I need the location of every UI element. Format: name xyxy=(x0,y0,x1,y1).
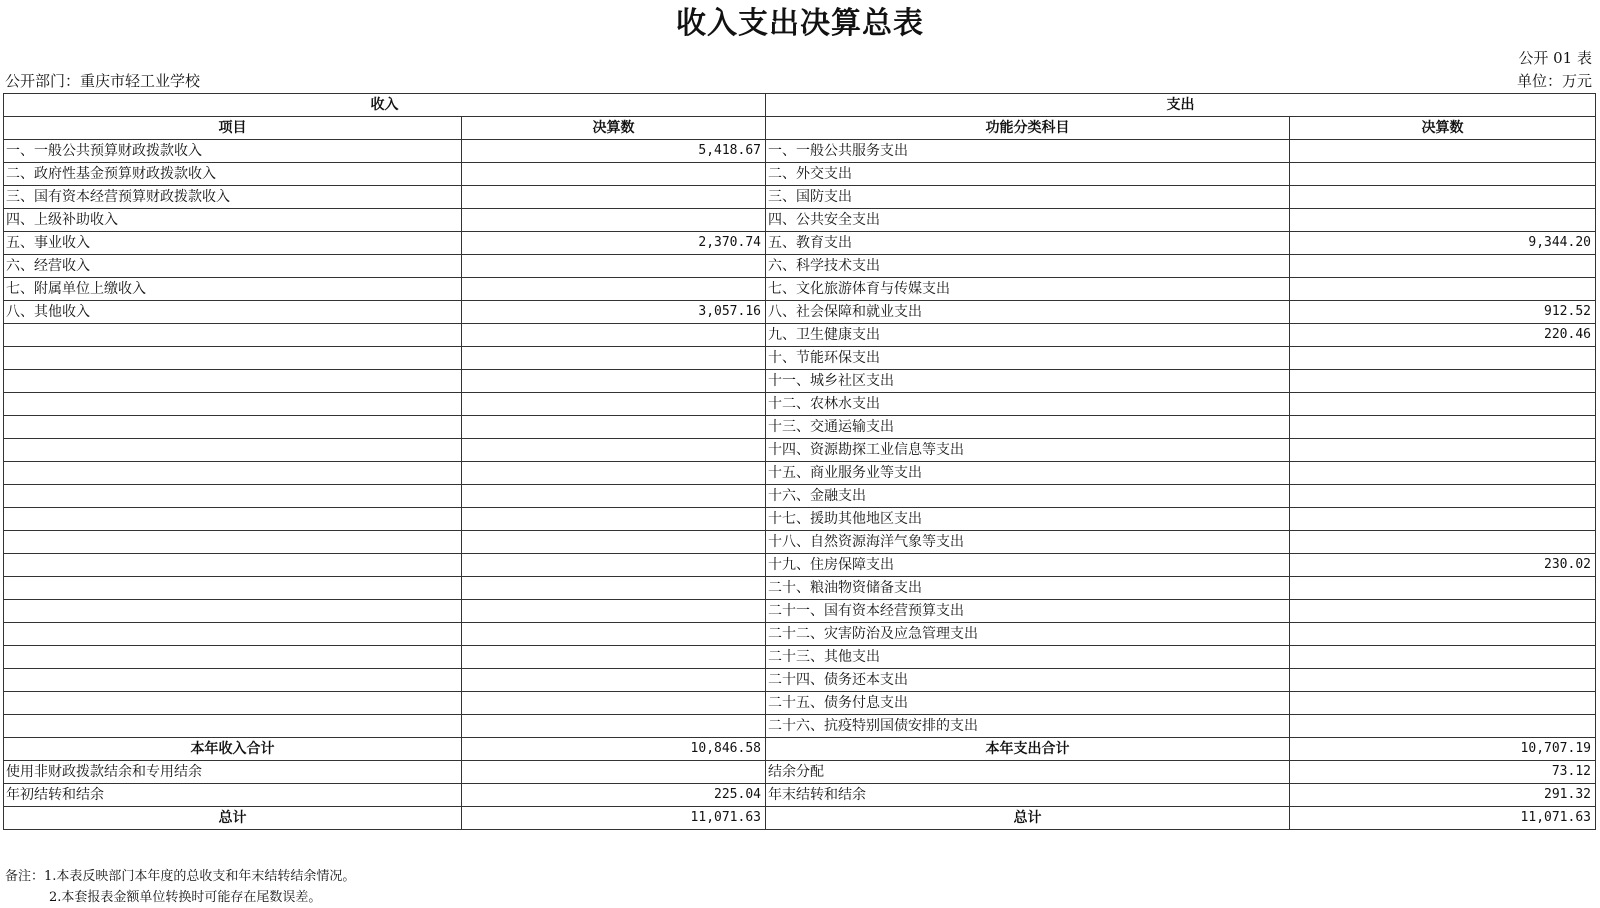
table-row xyxy=(4,692,1596,715)
budget-table xyxy=(3,93,1596,830)
expense-amount-cell xyxy=(1290,209,1596,232)
year-expense-total-value: 10,707.19 xyxy=(1290,738,1596,761)
income-item-header: 项目 xyxy=(4,117,462,140)
expense-item-cell: 三、国防支出 xyxy=(766,186,1290,209)
expense-item-cell: 二十一、国有资本经营预算支出 xyxy=(766,600,1290,623)
surplus-allocation-value: 73.12 xyxy=(1290,761,1596,784)
income-amount-cell xyxy=(462,462,766,485)
income-amount-cell xyxy=(462,508,766,531)
end-carryover-value: 291.32 xyxy=(1290,784,1596,807)
nonfiscal-row xyxy=(4,761,1596,784)
table-row xyxy=(4,209,1596,232)
expense-amount-cell xyxy=(1290,692,1596,715)
expense-amount-cell xyxy=(1290,393,1596,416)
expense-item-cell: 四、公共安全支出 xyxy=(766,209,1290,232)
expense-item-cell: 十六、金融支出 xyxy=(766,485,1290,508)
income-amount-cell xyxy=(462,347,766,370)
table-row xyxy=(4,416,1596,439)
expense-item-cell: 二十六、抗疫特别国债安排的支出 xyxy=(766,715,1290,738)
expense-amount-cell xyxy=(1290,186,1596,209)
table-row xyxy=(4,163,1596,186)
table-row xyxy=(4,255,1596,278)
carryover-row xyxy=(4,784,1596,807)
year-income-total-label: 本年收入合计 xyxy=(4,738,462,761)
expense-item-cell: 二十、粮油物资储备支出 xyxy=(766,577,1290,600)
income-item-cell: 二、政府性基金预算财政拨款收入 xyxy=(4,163,462,186)
income-amount-cell xyxy=(462,163,766,186)
expense-amount-cell: 9,344.20 xyxy=(1290,232,1596,255)
expense-amount-cell xyxy=(1290,370,1596,393)
page-title: 收入支出决算总表 xyxy=(676,6,924,41)
income-item-cell xyxy=(4,531,462,554)
income-item-cell xyxy=(4,600,462,623)
income-amount-cell xyxy=(462,324,766,347)
footnotes xyxy=(5,866,355,908)
income-item-cell xyxy=(4,393,462,416)
expense-item-cell: 十九、住房保障支出 xyxy=(766,554,1290,577)
income-amount-cell: 3,057.16 xyxy=(462,301,766,324)
table-row xyxy=(4,278,1596,301)
table-row xyxy=(4,370,1596,393)
table-row xyxy=(4,439,1596,462)
expense-item-cell: 二十二、灾害防治及应急管理支出 xyxy=(766,623,1290,646)
expense-item-cell: 十、节能环保支出 xyxy=(766,347,1290,370)
expense-amount-cell xyxy=(1290,577,1596,600)
table-row xyxy=(4,485,1596,508)
income-amount-header: 决算数 xyxy=(462,117,766,140)
surplus-allocation-label: 结余分配 xyxy=(766,761,1290,784)
expense-amount-header: 决算数 xyxy=(1290,117,1596,140)
expense-amount-cell xyxy=(1290,485,1596,508)
grand-total-row xyxy=(4,807,1596,830)
expense-item-cell: 六、科学技术支出 xyxy=(766,255,1290,278)
table-row xyxy=(4,669,1596,692)
income-item-cell xyxy=(4,347,462,370)
header-row-sections xyxy=(4,94,1596,117)
table-row xyxy=(4,531,1596,554)
expense-item-cell: 二十四、债务还本支出 xyxy=(766,669,1290,692)
income-item-cell xyxy=(4,508,462,531)
income-amount-cell xyxy=(462,278,766,301)
expense-amount-cell xyxy=(1290,508,1596,531)
expense-amount-cell xyxy=(1290,140,1596,163)
income-item-cell: 三、国有资本经营预算财政拨款收入 xyxy=(4,186,462,209)
expense-amount-cell xyxy=(1290,255,1596,278)
income-amount-cell xyxy=(462,554,766,577)
expense-item-cell: 八、社会保障和就业支出 xyxy=(766,301,1290,324)
income-amount-cell xyxy=(462,623,766,646)
table-row xyxy=(4,646,1596,669)
income-section-header: 收入 xyxy=(4,94,766,117)
expense-amount-cell xyxy=(1290,347,1596,370)
table-row xyxy=(4,462,1596,485)
expense-amount-cell xyxy=(1290,531,1596,554)
income-item-cell: 八、其他收入 xyxy=(4,301,462,324)
table-row xyxy=(4,301,1596,324)
expense-item-cell: 十四、资源勘探工业信息等支出 xyxy=(766,439,1290,462)
year-income-total-value: 10,846.58 xyxy=(462,738,766,761)
income-amount-cell xyxy=(462,600,766,623)
income-amount-cell xyxy=(462,416,766,439)
income-item-cell xyxy=(4,439,462,462)
expense-amount-cell xyxy=(1290,416,1596,439)
income-item-cell: 四、上级补助收入 xyxy=(4,209,462,232)
expense-amount-cell xyxy=(1290,600,1596,623)
income-amount-cell xyxy=(462,577,766,600)
income-item-cell xyxy=(4,462,462,485)
income-item-cell: 五、事业收入 xyxy=(4,232,462,255)
income-item-cell: 一、一般公共预算财政拨款收入 xyxy=(4,140,462,163)
expense-item-cell: 九、卫生健康支出 xyxy=(766,324,1290,347)
income-amount-cell xyxy=(462,669,766,692)
table-row xyxy=(4,140,1596,163)
income-amount-cell xyxy=(462,209,766,232)
income-item-cell xyxy=(4,669,462,692)
income-amount-cell xyxy=(462,439,766,462)
income-amount-cell: 5,418.67 xyxy=(462,140,766,163)
expense-amount-cell xyxy=(1290,439,1596,462)
income-amount-cell xyxy=(462,393,766,416)
income-amount-cell xyxy=(462,255,766,278)
expense-item-cell: 十一、城乡社区支出 xyxy=(766,370,1290,393)
table-row xyxy=(4,600,1596,623)
income-item-cell xyxy=(4,324,462,347)
income-item-cell xyxy=(4,692,462,715)
income-amount-cell xyxy=(462,692,766,715)
expense-item-cell: 五、教育支出 xyxy=(766,232,1290,255)
footnote-1: 备注：1.本表反映部门本年度的总收支和年末结转结余情况。 xyxy=(5,869,356,884)
expense-amount-cell xyxy=(1290,646,1596,669)
table-row xyxy=(4,186,1596,209)
table-code: 公开 01 表 xyxy=(1518,49,1592,67)
expense-item-cell: 十五、商业服务业等支出 xyxy=(766,462,1290,485)
unit-label: 单位：万元 xyxy=(1516,72,1592,90)
expense-item-cell: 十二、农林水支出 xyxy=(766,393,1290,416)
expense-item-cell: 二十五、债务付息支出 xyxy=(766,692,1290,715)
table-row xyxy=(4,554,1596,577)
expense-item-cell: 七、文化旅游体育与传媒支出 xyxy=(766,278,1290,301)
begin-carryover-label: 年初结转和结余 xyxy=(4,784,462,807)
table-row xyxy=(4,324,1596,347)
expense-amount-cell: 230.02 xyxy=(1290,554,1596,577)
begin-carryover-value: 225.04 xyxy=(462,784,766,807)
table-row xyxy=(4,508,1596,531)
table-row xyxy=(4,623,1596,646)
income-amount-cell xyxy=(462,485,766,508)
department-label: 公开部门：重庆市轻工业学校 xyxy=(5,72,201,90)
expense-item-cell: 二、外交支出 xyxy=(766,163,1290,186)
grand-expense-total-label: 总计 xyxy=(766,807,1290,830)
expense-item-cell: 十八、自然资源海洋气象等支出 xyxy=(766,531,1290,554)
year-total-row xyxy=(4,738,1596,761)
expense-amount-cell: 912.52 xyxy=(1290,301,1596,324)
expense-amount-cell: 220.46 xyxy=(1290,324,1596,347)
income-item-cell: 七、附属单位上缴收入 xyxy=(4,278,462,301)
expense-amount-cell xyxy=(1290,278,1596,301)
expense-item-header: 功能分类科目 xyxy=(766,117,1290,140)
expense-item-cell: 十三、交通运输支出 xyxy=(766,416,1290,439)
income-item-cell xyxy=(4,416,462,439)
expense-amount-cell xyxy=(1290,462,1596,485)
expense-section-header: 支出 xyxy=(766,94,1596,117)
expense-amount-cell xyxy=(1290,669,1596,692)
income-amount-cell xyxy=(462,646,766,669)
income-item-cell xyxy=(4,370,462,393)
income-amount-cell xyxy=(462,370,766,393)
expense-amount-cell xyxy=(1290,623,1596,646)
expense-amount-cell xyxy=(1290,163,1596,186)
grand-income-total-value: 11,071.63 xyxy=(462,807,766,830)
expense-amount-cell xyxy=(1290,715,1596,738)
header-row-columns xyxy=(4,117,1596,140)
income-item-cell xyxy=(4,715,462,738)
income-amount-cell: 2,370.74 xyxy=(462,232,766,255)
income-item-cell xyxy=(4,485,462,508)
table-row xyxy=(4,393,1596,416)
table-row xyxy=(4,577,1596,600)
year-expense-total-label: 本年支出合计 xyxy=(766,738,1290,761)
nonfiscal-label: 使用非财政拨款结余和专用结余 xyxy=(4,761,462,784)
income-item-cell xyxy=(4,554,462,577)
income-amount-cell xyxy=(462,715,766,738)
grand-expense-total-value: 11,071.63 xyxy=(1290,807,1596,830)
income-item-cell xyxy=(4,646,462,669)
income-item-cell xyxy=(4,577,462,600)
nonfiscal-value xyxy=(462,761,766,784)
grand-income-total-label: 总计 xyxy=(4,807,462,830)
end-carryover-label: 年末结转和结余 xyxy=(766,784,1290,807)
footnote-2: 2.本套报表金额单位转换时可能存在尾数误差。 xyxy=(49,890,322,905)
expense-item-cell: 一、一般公共服务支出 xyxy=(766,140,1290,163)
income-amount-cell xyxy=(462,531,766,554)
table-row xyxy=(4,347,1596,370)
table-row xyxy=(4,715,1596,738)
expense-item-cell: 二十三、其他支出 xyxy=(766,646,1290,669)
table-row xyxy=(4,232,1596,255)
income-amount-cell xyxy=(462,186,766,209)
income-item-cell xyxy=(4,623,462,646)
expense-item-cell: 十七、援助其他地区支出 xyxy=(766,508,1290,531)
income-item-cell: 六、经营收入 xyxy=(4,255,462,278)
